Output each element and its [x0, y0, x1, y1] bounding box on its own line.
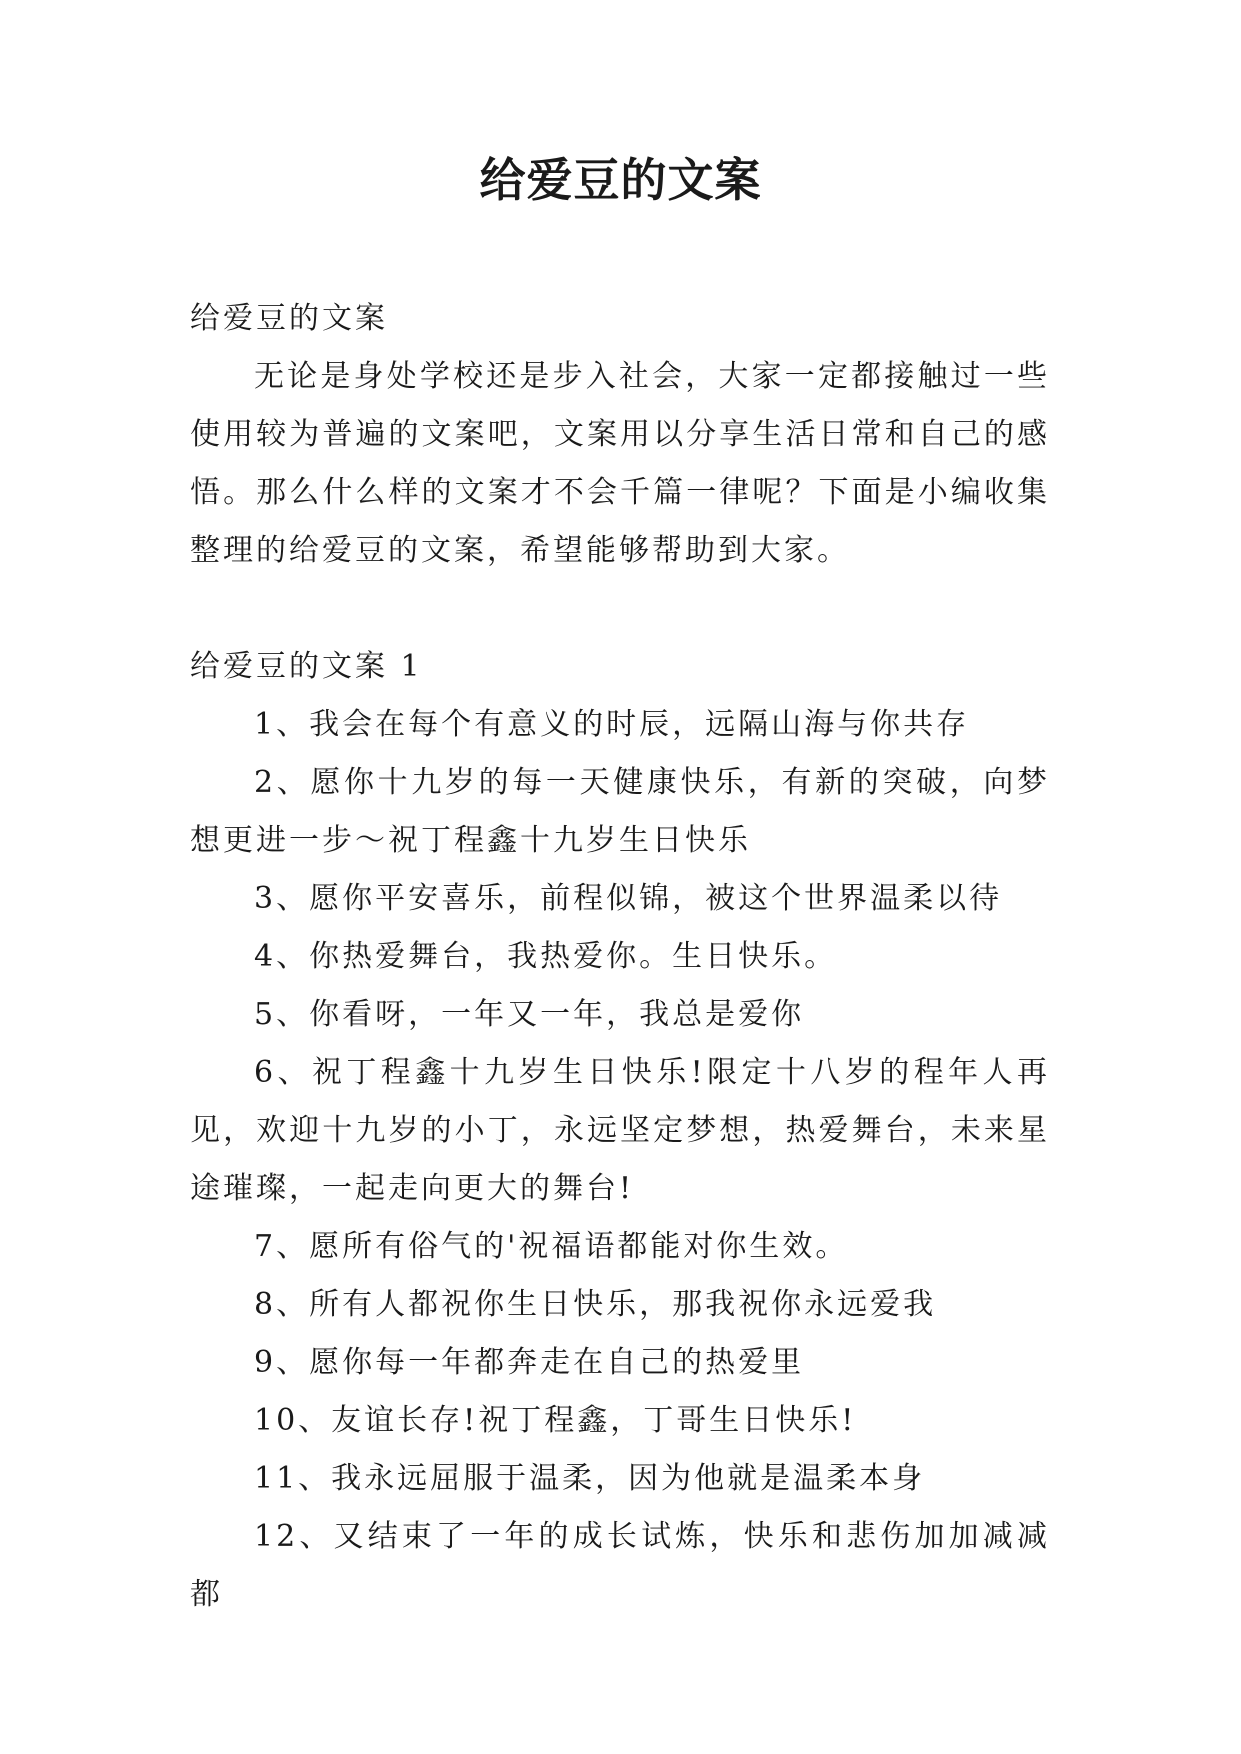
list-item: 6、祝丁程鑫十九岁生日快乐!限定十八岁的程年人再见，欢迎十九岁的小丁，永远坚定梦想，热爱舞台，未来星途璀璨，一起走向更大的舞台! [190, 1055, 1050, 1206]
section-spacer [190, 580, 1050, 638]
list-item: 1、我会在每个有意义的时辰，远隔山海与你共存 [254, 707, 970, 742]
list-item: 5、你看呀，一年又一年，我总是爱你 [254, 997, 805, 1032]
intro-heading: 给爱豆的文案 [190, 301, 388, 336]
section-heading: 给爱豆的文案 1 [190, 649, 423, 684]
list-item: 9、愿你每一年都奔走在自己的热爱里 [254, 1345, 805, 1380]
list-item: 11、我永远屈服于温柔，因为他就是温柔本身 [254, 1461, 926, 1496]
list-item: 7、愿所有俗气的'祝福语都能对你生效。 [254, 1229, 849, 1264]
list-item: 12、又结束了一年的成长试炼，快乐和悲伤加加减减都 [190, 1519, 1050, 1612]
document-title: 给爱豆的文案 [479, 153, 762, 207]
list-item: 8、所有人都祝你生日快乐，那我祝你永远爱我 [254, 1287, 937, 1322]
list-item: 3、愿你平安喜乐，前程似锦，被这个世界温柔以待 [254, 881, 1003, 916]
list-item: 2、愿你十九岁的每一天健康快乐，有新的突破，向梦想更进一步～祝丁程鑫十九岁生日快乐 [190, 765, 1050, 858]
intro-paragraph: 无论是身处学校还是步入社会，大家一定都接触过一些使用较为普遍的文案吧，文案用以分享生活日常和自己的感悟。那么什么样的文案才不会千篇一律呢？下面是小编收集整理的给爱豆的文案，希望能够帮助到大家。 [190, 359, 1050, 568]
list-item: 4、你热爱舞台，我热爱你。生日快乐。 [254, 939, 838, 974]
document-body [190, 290, 1050, 1624]
list-item: 10、友谊长存!祝丁程鑫，丁哥生日快乐! [254, 1403, 857, 1438]
